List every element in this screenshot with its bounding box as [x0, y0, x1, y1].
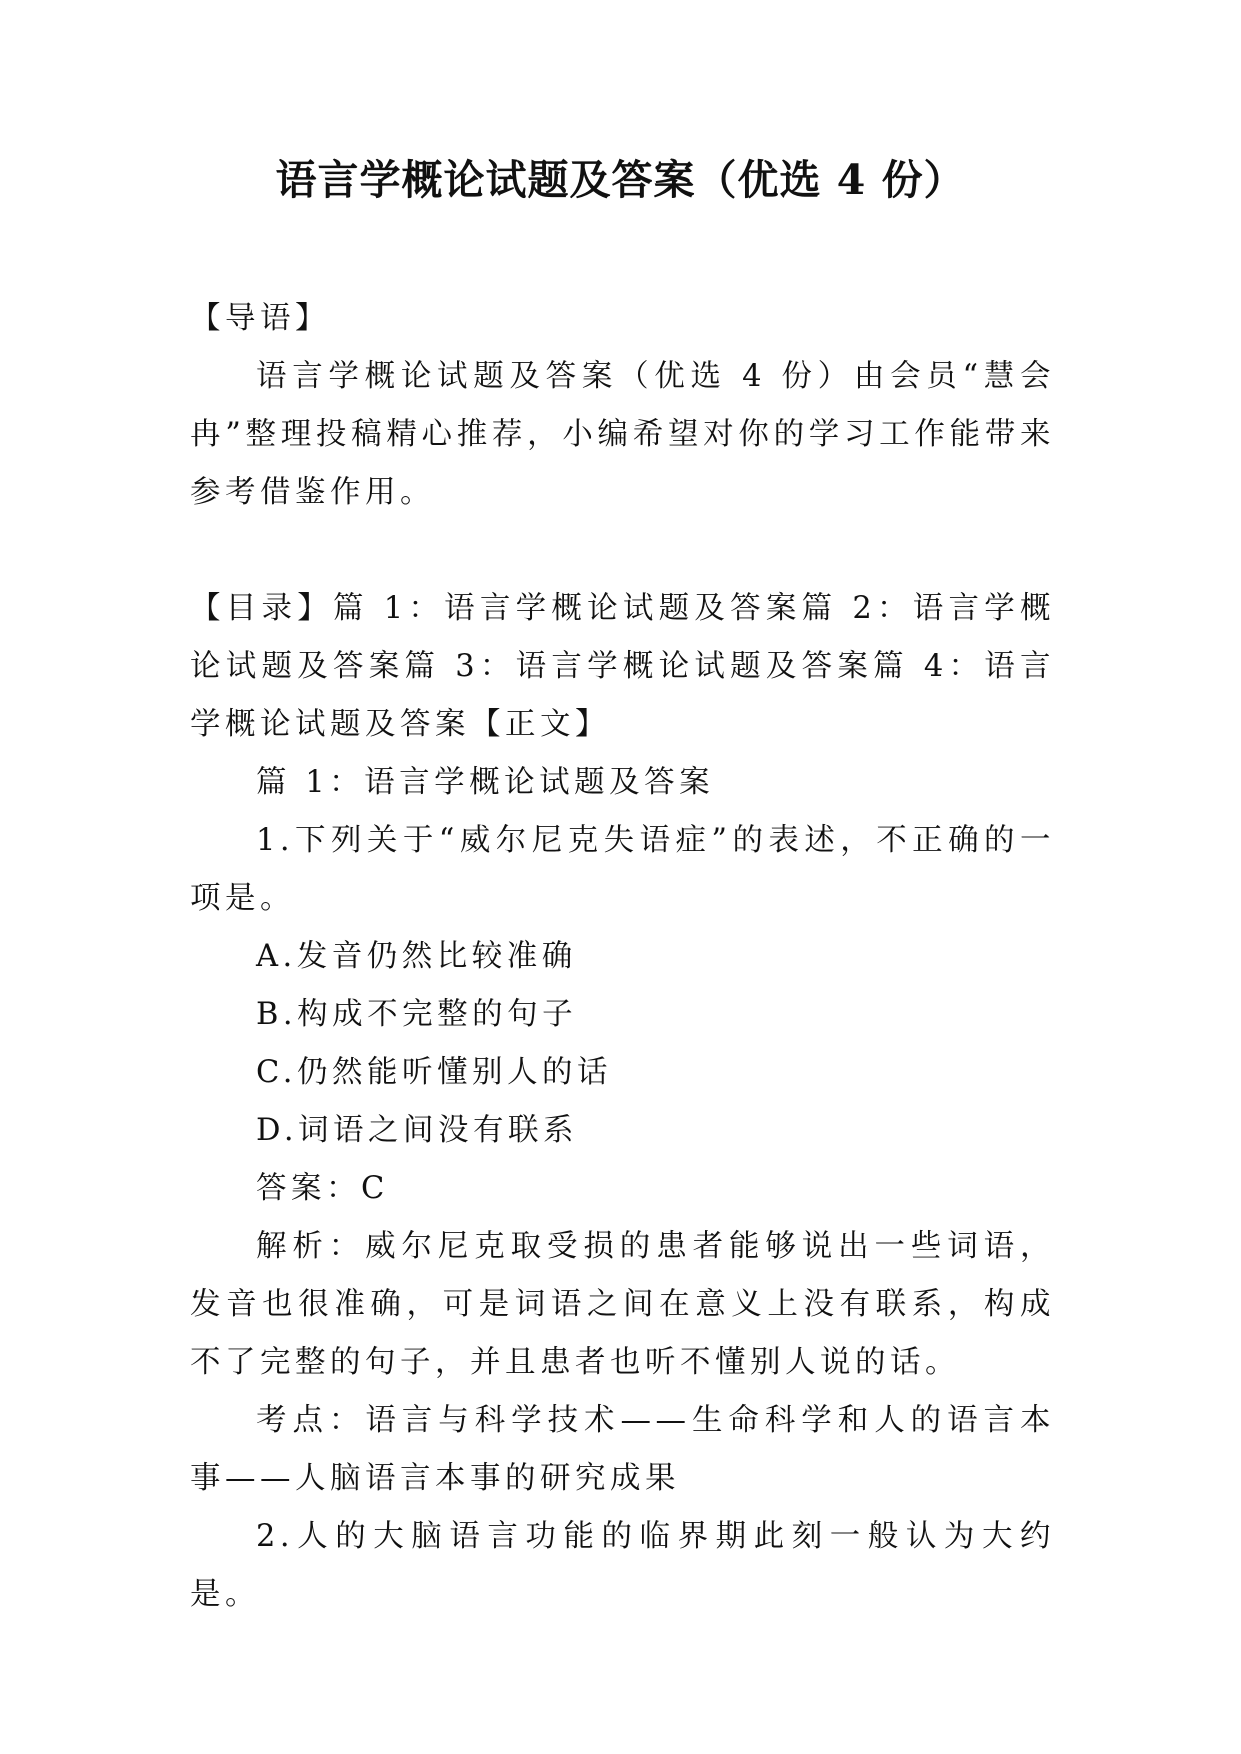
- document-title: 语言学概论试题及答案（优选 4 份）: [275, 156, 966, 204]
- question-2: 2.人的大脑语言功能的临界期此刻一般认为大约是。: [190, 1519, 1055, 1612]
- option-d: D.词语之间没有联系: [256, 1113, 579, 1148]
- paragraph-spacer: [190, 522, 1055, 580]
- analysis: 解析：威尔尼克取受损的患者能够说出一些词语，发音也很准确，可是词语之间在意义上没有联系，构成不了完整的句子，并且患者也听不懂别人说的话。: [190, 1229, 1055, 1380]
- section-title: 篇 1：语言学概论试题及答案: [256, 765, 715, 800]
- question-1: 1.下列关于“威尔尼克失语症”的表述，不正确的一项是。: [190, 823, 1055, 916]
- option-c: C.仍然能听懂别人的话: [256, 1055, 612, 1090]
- exam-point: 考点：语言与科学技术——生命科学和人的语言本事——人脑语言本事的研究成果: [190, 1403, 1055, 1496]
- answer: 答案：C: [256, 1171, 389, 1206]
- intro-paragraph: 语言学概论试题及答案（优选 4 份）由会员“慧会冉”整理投稿精心推荐，小编希望对你的学习工作能带来参考借鉴作用。: [190, 359, 1055, 510]
- option-b: B.构成不完整的句子: [256, 997, 578, 1032]
- table-of-contents: 【目录】篇 1：语言学概论试题及答案篇 2：语言学概论试题及答案篇 3：语言学概论试题及答案篇 4：语言学概论试题及答案【正文】: [190, 591, 1055, 742]
- document-body: [190, 290, 1055, 1624]
- option-a: A.发音仍然比较准确: [256, 939, 577, 974]
- intro-heading: 【导语】: [190, 301, 330, 336]
